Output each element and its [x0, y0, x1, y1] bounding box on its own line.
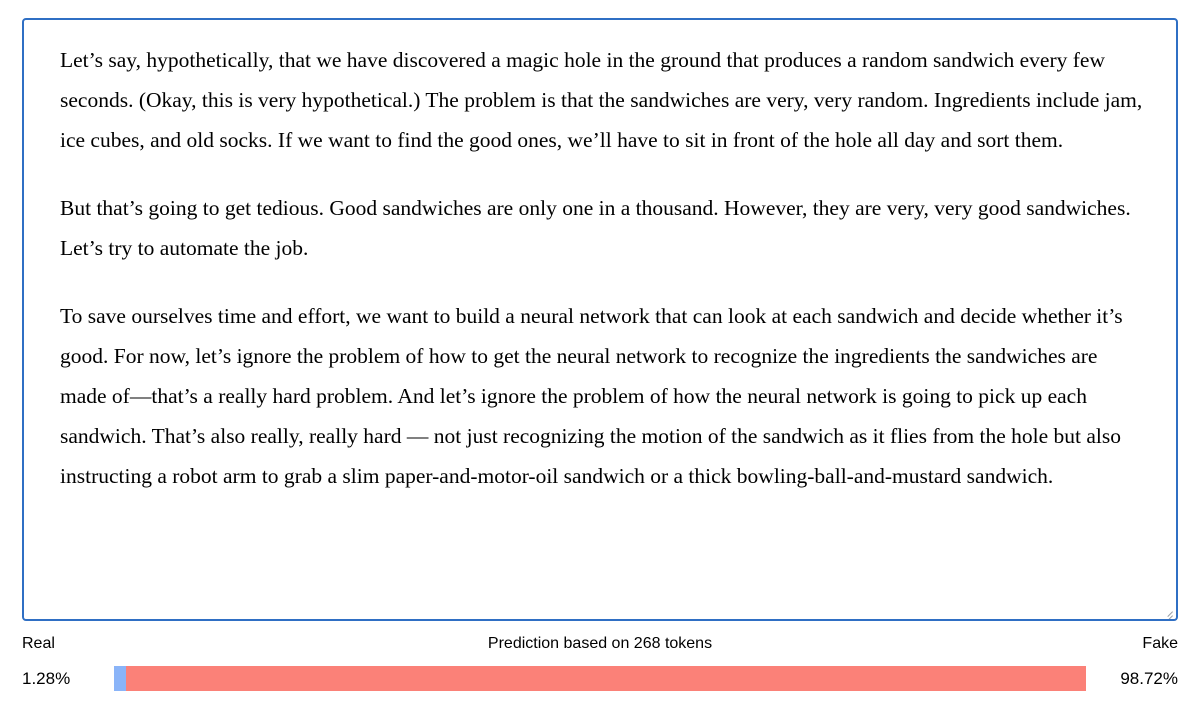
resize-handle-icon[interactable] [1161, 604, 1173, 616]
real-percentage: 1.28% [22, 668, 71, 688]
label-fake: Fake [1142, 635, 1178, 652]
paragraph-2: But that’s going to get tedious. Good sandwiches are only one in a thousand. However, they are very, very good sandwiches. Let’s try to automate the job. [60, 196, 1131, 260]
paragraph-1: Let’s say, hypothetically, that we have discovered a magic hole in the ground that produces a random sandwich every few seconds. (Okay, this is very hypothetical.) The problem is that the sandwiches are very, very random. Ingredients include jam, ice cubes, and old socks. If we want to find the good ones, we’ll have to sit in front of the hole all day and sort them. [60, 48, 1143, 152]
prediction-results [22, 635, 1178, 691]
label-real: Real [22, 635, 55, 652]
paragraph-3: To save ourselves time and effort, we want to build a neural network that can look at each sandwich and decide whether it’s good. For now, let’s ignore the problem of how to get the neural network to recognize the ingredients the sandwiches are made of—that’s a really hard problem. And let’s ignore the problem of how the neural network is going to pick up each sandwich. That’s also really, really hard — not just recognizing the motion of the sandwich as it flies from the hole but also instructing a robot arm to grab a slim paper-and-motor-oil sandwich or a thick bowling-ball-and-mustard sandwich. [60, 304, 1123, 488]
prediction-bar-real-segment [114, 666, 126, 691]
prediction-bar-fake-segment [126, 666, 1086, 691]
prediction-bar [114, 666, 1086, 691]
text-input-area[interactable] [22, 18, 1178, 621]
prediction-token-count: Prediction based on 268 tokens [487, 635, 713, 652]
prediction-bar-row [22, 666, 1178, 691]
fake-percentage: 98.72% [1120, 668, 1178, 688]
results-labels-row [22, 635, 1178, 653]
